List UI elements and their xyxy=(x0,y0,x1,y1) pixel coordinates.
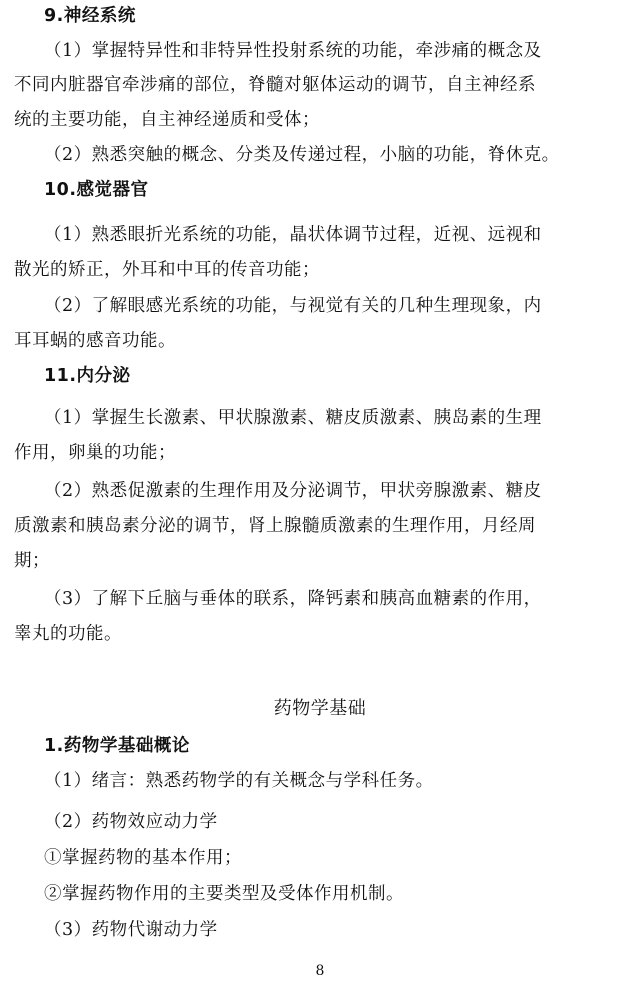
section-heading-sensory-organs: 10.感觉器官 xyxy=(44,180,149,200)
paragraph-line: （3）了解下丘脑与垂体的联系，降钙素和胰高血糖素的作用， xyxy=(44,589,542,609)
paragraph-line: 散光的矫正，外耳和中耳的传音功能； xyxy=(14,260,320,280)
chapter-title-pharmacology: 药物学基础 xyxy=(273,698,367,719)
paragraph-line: （2）熟悉促激素的生理作用及分泌调节，甲状旁腺激素、糖皮 xyxy=(44,481,542,501)
paragraph-line: （2）了解眼感光系统的功能，与视觉有关的几种生理现象，内 xyxy=(44,296,542,316)
paragraph-line: （1）掌握生长激素、甲状腺激素、糖皮质激素、胰岛素的生理 xyxy=(44,408,542,428)
paragraph-line: ①掌握药物的基本作用； xyxy=(44,848,242,868)
section-heading-pharmacology-intro: 1.药物学基础概论 xyxy=(44,736,190,756)
page-number: 8 xyxy=(315,963,325,979)
paragraph-line: 作用，卵巢的功能； xyxy=(14,443,176,463)
paragraph-line: 不同内脏器官牵涉痛的部位，脊髓对躯体运动的调节，自主神经系 xyxy=(14,75,536,95)
paragraph-line: ②掌握药物作用的主要类型及受体作用机制。 xyxy=(44,884,404,904)
paragraph-line: （2）药物效应动力学 xyxy=(44,812,218,832)
section-heading-endocrine: 11.内分泌 xyxy=(44,366,131,386)
paragraph-line: 质激素和胰岛素分泌的调节，肾上腺髓质激素的生理作用，月经周 xyxy=(14,516,536,536)
paragraph-line: 期； xyxy=(14,551,50,571)
paragraph-line: （3）药物代谢动力学 xyxy=(44,920,218,940)
paragraph-line: （2）熟悉突触的概念、分类及传递过程，小脑的功能，脊休克。 xyxy=(44,145,560,165)
paragraph-line: （1）熟悉眼折光系统的功能，晶状体调节过程，近视、远视和 xyxy=(44,225,542,245)
paragraph-line: 耳耳蜗的感音功能。 xyxy=(14,331,176,351)
paragraph-line: 睾丸的功能。 xyxy=(14,624,122,644)
paragraph-line: （1）掌握特异性和非特异性投射系统的功能，牵涉痛的概念及 xyxy=(44,41,542,61)
paragraph-line: 统的主要功能，自主神经递质和受体； xyxy=(14,110,320,130)
section-heading-nervous-system: 9.神经系统 xyxy=(44,6,136,26)
paragraph-line: （1）绪言：熟悉药物学的有关概念与学科任务。 xyxy=(44,771,434,791)
